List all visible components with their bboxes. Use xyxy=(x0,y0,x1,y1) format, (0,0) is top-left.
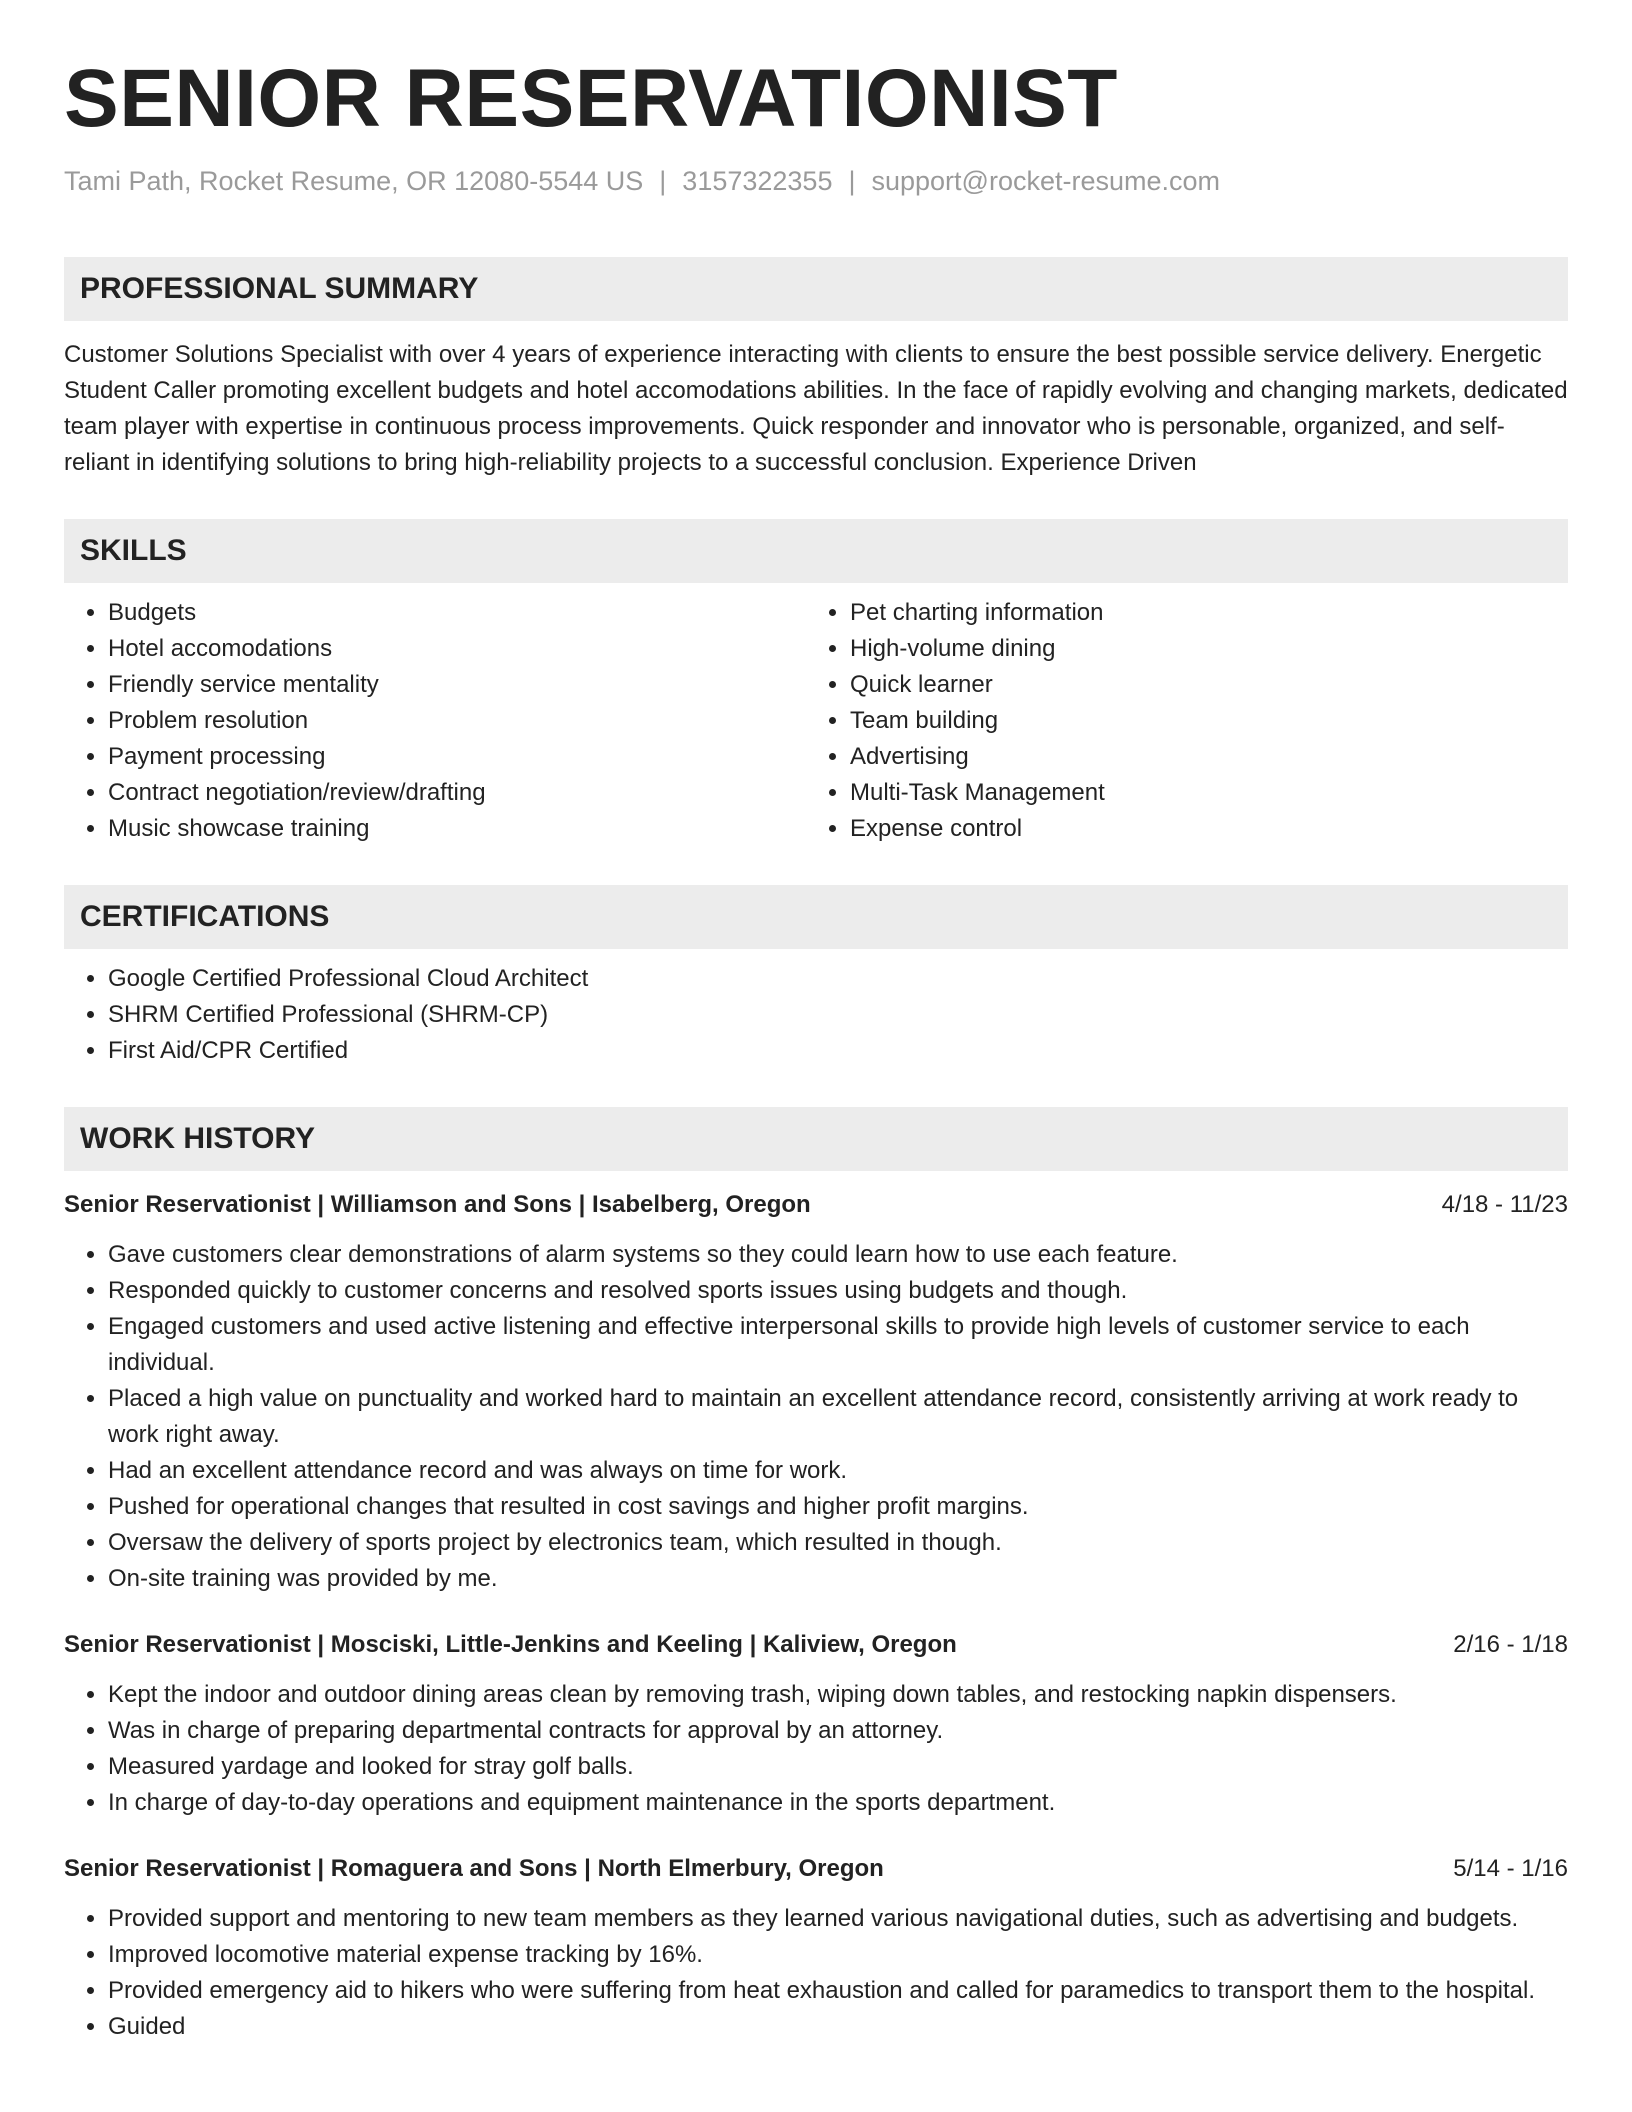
job-bullet: • On-site training was provided by me. xyxy=(108,1561,1568,1597)
section-heading-certifications: CERTIFICATIONS xyxy=(64,885,1568,949)
job-bullet: • Oversaw the delivery of sports project by electronics team, which resulted in though. xyxy=(108,1525,1568,1561)
certifications-list xyxy=(64,961,1568,1069)
job-bullet: • Responded quickly to customer concerns and resolved sports issues using budgets and though. xyxy=(108,1273,1568,1309)
job-dates: 4/18 - 11/23 xyxy=(1441,1191,1568,1219)
certification-item: • Google Certified Professional Cloud Architect xyxy=(108,961,1568,997)
job-bullets xyxy=(64,1677,1568,1821)
job-bullet: • Pushed for operational changes that resulted in cost savings and higher profit margins. xyxy=(108,1489,1568,1525)
job-bullet: • Was in charge of preparing departmental contracts for approval by an attorney. xyxy=(108,1713,1568,1749)
job-bullet: • Placed a high value on punctuality and worked hard to maintain an excellent attendance record, consistently arriving at work ready to work right away. xyxy=(108,1381,1568,1453)
job-bullet: • Engaged customers and used active listening and effective interpersonal skills to provide high levels of customer service to each individual. xyxy=(108,1309,1568,1381)
job-bullets xyxy=(64,1901,1568,2045)
job-bullet: • Kept the indoor and outdoor dining areas clean by removing trash, wiping down tables, and restocking napkin dispensers. xyxy=(108,1677,1568,1713)
job-title: Senior Reservationist | Romaguera and Sons | North Elmerbury, Oregon xyxy=(64,1855,884,1883)
section-heading-summary: PROFESSIONAL SUMMARY xyxy=(64,257,1568,321)
job-dates: 5/14 - 1/16 xyxy=(1453,1855,1568,1883)
contact-address: Tami Path, Rocket Resume, OR 12080-5544 US xyxy=(64,166,644,197)
skill-item: • Team building xyxy=(850,703,1548,739)
job-entry xyxy=(64,1851,1568,2045)
skill-item: • Multi-Task Management xyxy=(850,775,1548,811)
skills-list-left xyxy=(64,595,806,847)
skill-item: • Payment processing xyxy=(108,739,806,775)
contact-phone: 3157322355 xyxy=(682,166,833,197)
skills-list-right xyxy=(806,595,1548,847)
skill-item: • Pet charting information xyxy=(850,595,1548,631)
job-entry xyxy=(64,1187,1568,1597)
job-dates: 2/16 - 1/18 xyxy=(1453,1631,1568,1659)
contact-separator: | xyxy=(848,166,856,197)
job-bullet: • Guided xyxy=(108,2009,1568,2045)
skill-item: • Advertising xyxy=(850,739,1548,775)
contact-email: support@rocket-resume.com xyxy=(871,166,1221,197)
contact-separator: | xyxy=(659,166,667,197)
job-bullet: • Had an excellent attendance record and was always on time for work. xyxy=(108,1453,1568,1489)
job-bullet: • In charge of day-to-day operations and equipment maintenance in the sports department. xyxy=(108,1785,1568,1821)
skill-item: • Contract negotiation/review/drafting xyxy=(108,775,806,811)
skill-item: • Friendly service mentality xyxy=(108,667,806,703)
section-heading-work-history: WORK HISTORY xyxy=(64,1107,1568,1171)
job-title: Senior Reservationist | Mosciski, Little-Jenkins and Keeling | Kaliview, Oregon xyxy=(64,1631,957,1659)
job-header xyxy=(64,1187,1568,1223)
contact-line xyxy=(64,164,1568,199)
skill-item: • Hotel accomodations xyxy=(108,631,806,667)
job-title: Senior Reservationist | Williamson and Sons | Isabelberg, Oregon xyxy=(64,1191,811,1219)
summary-text: Customer Solutions Specialist with over 4 years of experience interacting with clients to ensure the best possible service delivery. Energetic Student Caller promoting excellent budgets and hotel accomodations abilities. In the face of rapidly evolving and changing markets, dedicated team player with expertise in continuous process improvements. Quick responder and innovator who is personable, organized, and self-reliant in identifying solutions to bring high-reliability projects to a successful conclusion. Experience Driven xyxy=(64,341,1568,477)
skill-item: • High-volume dining xyxy=(850,631,1548,667)
skill-item: • Music showcase training xyxy=(108,811,806,847)
section-heading-skills: SKILLS xyxy=(64,519,1568,583)
certification-item: • SHRM Certified Professional (SHRM-CP) xyxy=(108,997,1568,1033)
candidate-name: SENIOR RESERVATIONIST xyxy=(64,53,1118,144)
job-bullet: • Provided emergency aid to hikers who were suffering from heat exhaustion and called for paramedics to transport them to the hospital. xyxy=(108,1973,1568,2009)
skills-grid xyxy=(64,595,1568,847)
skill-item: • Expense control xyxy=(850,811,1548,847)
job-bullet: • Improved locomotive material expense tracking by 16%. xyxy=(108,1937,1568,1973)
job-bullet: • Measured yardage and looked for stray golf balls. xyxy=(108,1749,1568,1785)
skill-item: • Quick learner xyxy=(850,667,1548,703)
job-entry xyxy=(64,1627,1568,1821)
skill-item: • Problem resolution xyxy=(108,703,806,739)
job-bullet: • Gave customers clear demonstrations of alarm systems so they could learn how to use each feature. xyxy=(108,1237,1568,1273)
certification-item: • First Aid/CPR Certified xyxy=(108,1033,1568,1069)
job-header xyxy=(64,1627,1568,1663)
job-bullet: • Provided support and mentoring to new team members as they learned various navigational duties, such as advertising and budgets. xyxy=(108,1901,1568,1937)
job-bullets xyxy=(64,1237,1568,1597)
job-header xyxy=(64,1851,1568,1887)
skill-item: • Budgets xyxy=(108,595,806,631)
